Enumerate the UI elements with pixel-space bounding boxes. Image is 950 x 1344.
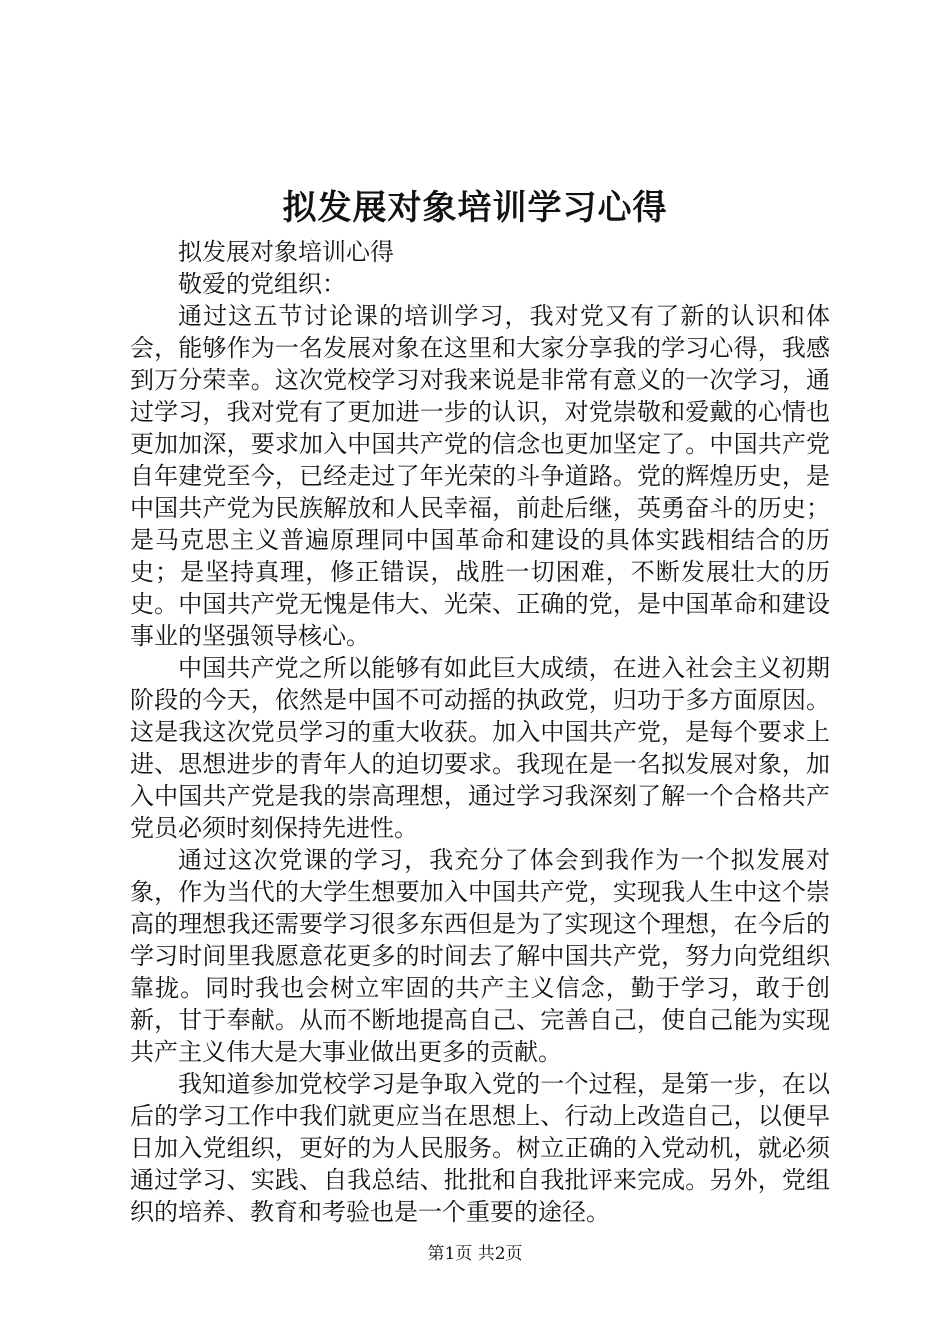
paragraph-2: 中国共产党之所以能够有如此巨大成绩，在进入社会主义初期阶段的今天，依然是中国不可动摇的执政党，归功于多方面原因。这是我这次党员学习的重大收获。加入中国共产党，是每个要求上进、思想进步的青年人的迫切要求。我现在是一名拟发展对象，加入中国共产党是我的崇高理想，通过学习我深刻了解一个合格共产党员必须时刻保持先进性。: [130, 654, 830, 842]
document-body: [130, 236, 830, 1228]
salutation: 敬爱的党组织：: [178, 270, 346, 298]
paragraph-4: 我知道参加党校学习是争取入党的一个过程，是第一步，在以后的学习工作中我们就更应当在思想上、行动上改造自己，以便早日加入党组织，更好的为人民服务。树立正确的入党动机，就必须通过学习、实践、自我总结、批批和自我批评来完成。另外，党组织的培养、教育和考验也是一个重要的途径。: [130, 1070, 830, 1226]
document-subtitle: 拟发展对象培训心得: [178, 238, 394, 266]
paragraph-3: 通过这次党课的学习，我充分了体会到我作为一个拟发展对象，作为当代的大学生想要加入中国共产党，实现我人生中这个崇高的理想我还需要学习很多东西但是为了实现这个理想，在今后的学习时间里我愿意花更多的时间去了解中国共产党，努力向党组织靠拢。同时我也会树立牢固的共产主义信念，勤于学习，敢于创新，甘于奉献。从而不断地提高自己、完善自己，使自己能为实现共产主义伟大是大事业做出更多的贡献。: [130, 846, 830, 1066]
page-footer: 第1页 共2页: [427, 1244, 523, 1264]
page-title: 拟发展对象培训学习心得: [282, 188, 668, 228]
paragraph-1: 通过这五节讨论课的培训学习，我对党又有了新的认识和体会，能够作为一名发展对象在这里和大家分享我的学习心得，我感到万分荣幸。这次党校学习对我来说是非常有意义的一次学习，通过学习，我对党有了更加进一步的认识，对党崇敬和爱戴的心情也更加加深，要求加入中国共产党的信念也更加坚定了。中国共产党自年建党至今，已经走过了年光荣的斗争道路。党的辉煌历史，是中国共产党为民族解放和人民幸福，前赴后继，英勇奋斗的历史；是马克思主义普遍原理同中国革命和建设的具体实践相结合的历史；是坚持真理，修正错误，战胜一切困难，不断发展壮大的历史。中国共产党无愧是伟大、光荣、正确的党，是中国革命和建设事业的坚强领导核心。: [130, 302, 830, 650]
